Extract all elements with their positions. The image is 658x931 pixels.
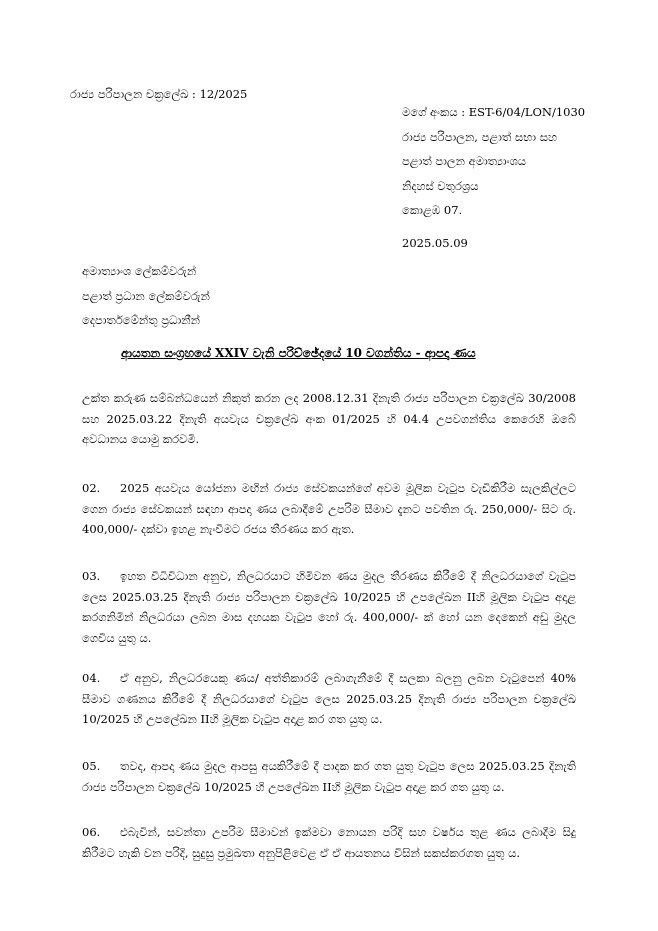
address-line-2: කොළඹ 07. [402, 203, 463, 217]
ministry-name-line-1: රාජ්‍ය පරිපාලන, පළාත් සභා සහ [402, 129, 558, 144]
paragraph-text: තවද, ආපදා ණය මුදල ආපසු අයකිරීමේ දී පාදක කර ගත යුතු වැටුප ලෙස 2025.03.25 දිනැති රාජ්‍ය පරිපාලන චක්‍රලේඛ 10/2025 හි උපලේඛන IIහි මූලික වැටුප අදාළ කර ගත යුතු ය. [82, 759, 576, 794]
reference-block [402, 105, 585, 228]
paragraph-number: 05. [82, 759, 101, 773]
subject-heading: ආයතන සංග්‍රහයේ XXIV වැනි පරිච්ඡේදයේ 10 වගන්තිය - ආපදා ණය [121, 346, 476, 360]
paragraph-number: 02. [82, 481, 101, 495]
ministry-name-line-2: පළාත් පාලන අමාත්‍යාංශය [402, 154, 527, 168]
addressee: අමාත්‍යාංශ ලේකම්වරුන් [82, 264, 197, 278]
paragraph-06 [82, 822, 576, 863]
paragraph-number: 04. [82, 671, 101, 685]
address-line-1: නිදහස් චතුරශ්‍රය [402, 178, 479, 193]
paragraph-text: ඉහත විධිවිධාන අනුව, නිලධරයාට හිමිවන ණය මුදල තීරණය කිරීමේ දී නිලධරයාගේ වැටුප ලෙස 2025.03.25 දිනැති රාජ්‍ය පරිපාලන චක්‍රලේඛ 10/2025 හි උපලේඛන IIහි මූලික වැටුප අදාළ කරගනිමින් නිලධරයා ලබන මාස දහයක වැටුප හෝ රු. 400,000/- ක් හෝ යන දෙකෙන් අඩු මුදල ගෙවිය යුතු ය. [82, 569, 576, 645]
paragraph-number: 06. [82, 825, 101, 839]
paragraph-text: එබැවින්, සවන්තා උපරිම සීමාවන් ඉක්මවා නොයන පරිදි සහ වර්ෂය තුළ ණය ලබාදීම සිදු කිරීමට හැකි වන පරිදි, සුදුසු ප්‍රමුඛතා අනුපිළිවෙළ ඒ ඒ ආයතනය විසින් සකස්කරගත යුතු ය. [82, 825, 576, 860]
paragraph-03 [82, 566, 576, 648]
paragraph-intro [82, 388, 576, 450]
paragraph-text: 2025 අයවැය යෝජනා මඟින් රාජ්‍ය සේවකයන්ගේ අවම මූලික වැටුප වැඩිකිරීම සැලකිල්ලට ගෙන රාජ්‍ය සේවකයන් සඳහා ආපදා ණය ලබාදීමේ උපරිම සීමාව දැනට පවතින රු. 250,000/- සිට රු. 400,000/- දක්වා ඉහළ නැංවීමට රජය තීරණය කර ඇත. [82, 481, 576, 536]
addressee: පළාත් ප්‍රධාන ලේකම්වරුන් [82, 288, 210, 303]
paragraph-text: ඒ අනුව, නිලධරයෙකු ණය/ අත්තිකාරම් ලබාගැනීමේ දී සලකා බලනු ලබන වැටුපෙන් 40% සීමාව ගණනය කිරීමේ දී නිලධරයාගේ වැටුප ලෙස 2025.03.25 දිනැති රාජ්‍ය පරිපාලන චක්‍රලේඛ 10/2025 හි උපලේඛන IIහි මූලික වැටුප අදාළ කර ගත යුතු ය. [82, 671, 576, 726]
reference-number: මගේ අංකය : EST-6/04/LON/1030 [402, 105, 586, 119]
paragraph-05 [82, 756, 576, 797]
paragraph-02 [82, 478, 576, 540]
document-date: 2025.05.09 [402, 236, 468, 250]
paragraph-number: 03. [82, 569, 101, 583]
paragraph-text: උක්ත කරුණ සම්බන්ධයෙන් නිකුත් කරන ලද 2008.12.31 දිනැති රාජ්‍ය පරිපාලන චක්‍රලේඛ 30/2008 සහ 2025.03.22 දිනැති අයවැය චක්‍රලේඛ අංක 01/2025 හි 04.4 උපවගන්තිය කෙරෙහි ඔබේ අවධානය යොමු කරවමි. [82, 391, 576, 446]
circular-number: රාජ්‍ය පරිපාලන චක්‍රලේඛ : 12/2025 [70, 87, 248, 101]
addressee-block [82, 264, 210, 338]
paragraph-04 [82, 668, 576, 730]
addressee: දෙපාර්තමේන්තු ප්‍රධානීන් [82, 313, 200, 327]
